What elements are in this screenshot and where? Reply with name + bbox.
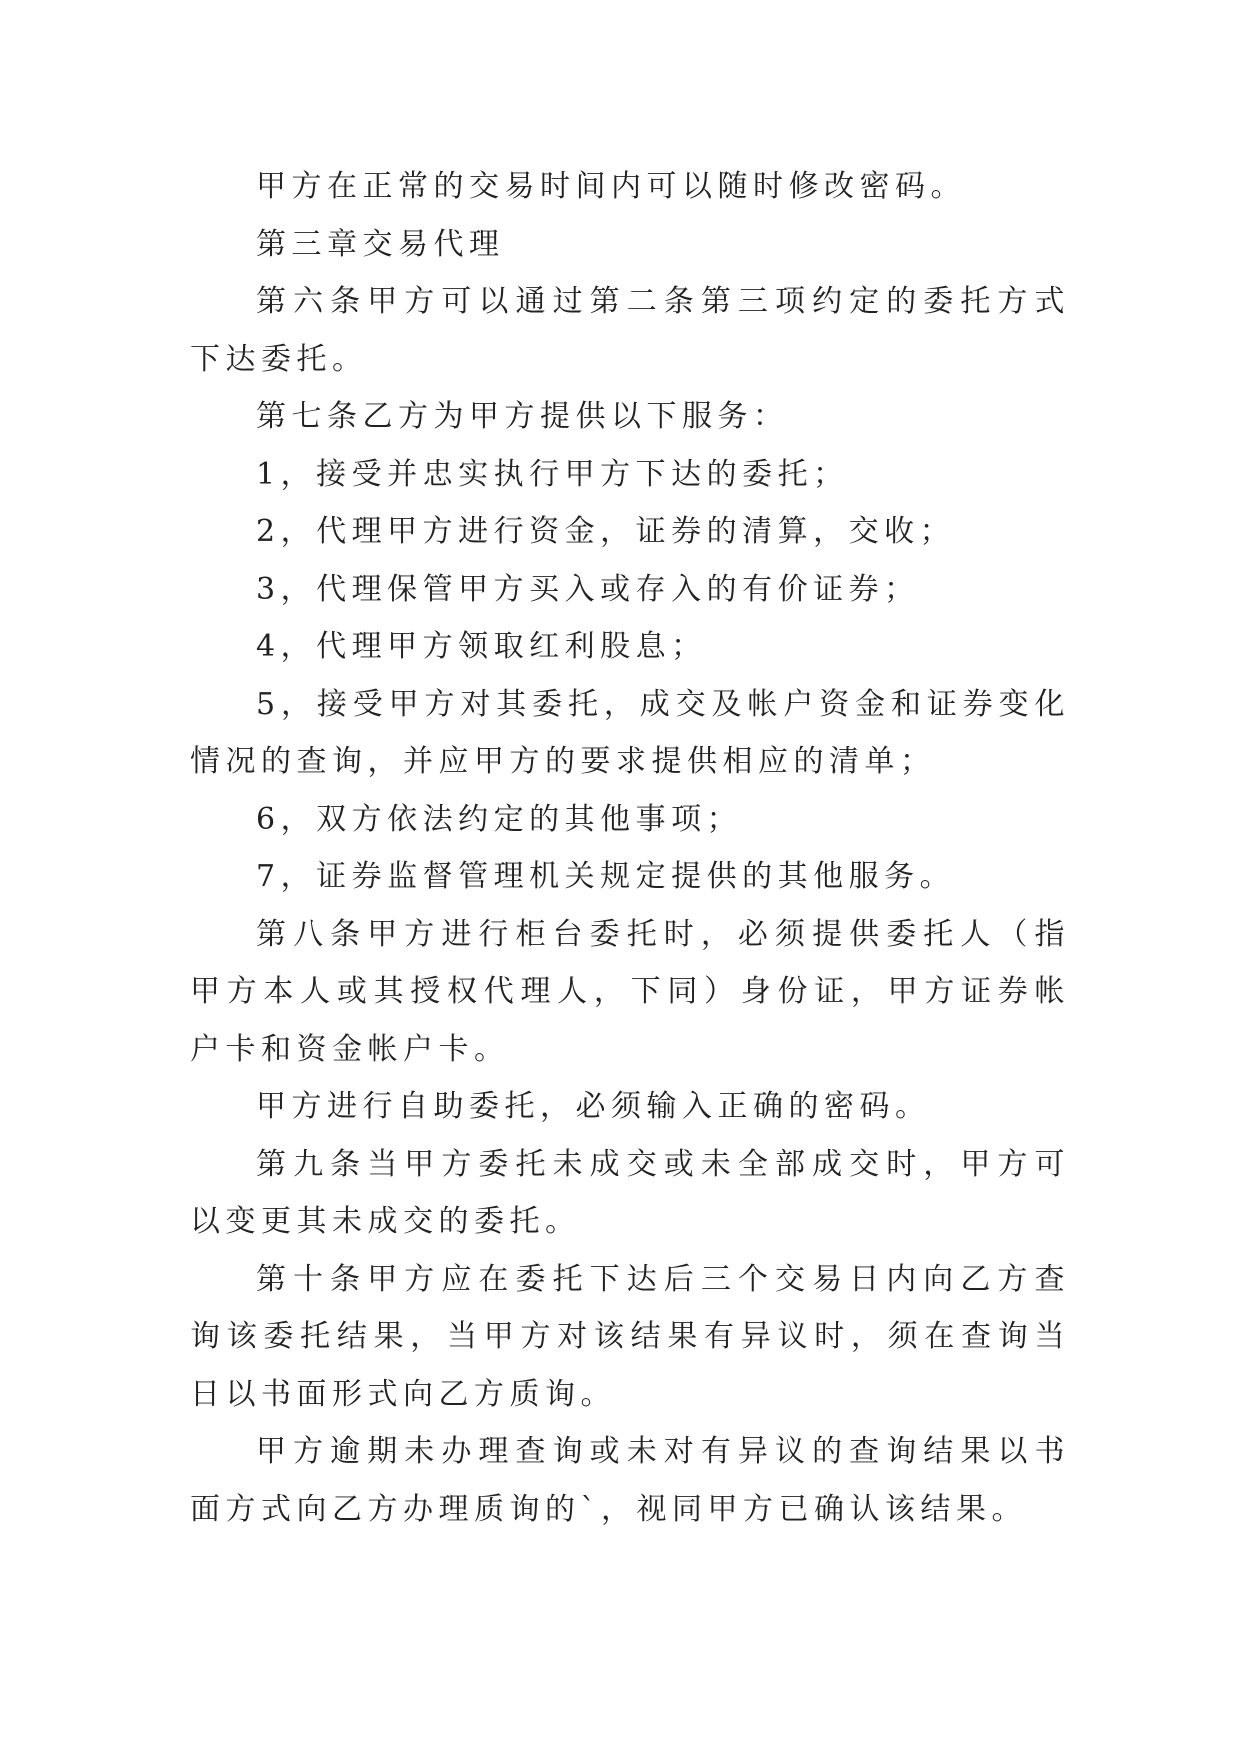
paragraph: 第八条甲方进行柜台委托时，必须提供委托人（指甲方本人或其授权代理人，下同）身份证，甲方证券帐户卡和资金帐户卡。 — [190, 916, 1070, 1067]
paragraph: 第六条甲方可以通过第二条第三项约定的委托方式下达委托。 — [190, 284, 1070, 377]
paragraph: 甲方逾期未办理查询或未对有异议的查询结果以书面方式向乙方办理质询的`，视同甲方已确认该结果。 — [190, 1434, 1070, 1527]
paragraph: 第十条甲方应在委托下达后三个交易日内向乙方查询该委托结果，当甲方对该结果有异议时，须在查询当日以书面形式向乙方质询。 — [190, 1261, 1070, 1412]
list-item: 1，接受并忠实执行甲方下达的委托； — [256, 456, 849, 492]
paragraph: 第九条当甲方委托未成交或未全部成交时，甲方可以变更其未成交的委托。 — [190, 1146, 1070, 1239]
list-item: 5，接受甲方对其委托，成交及帐户资金和证券变化情况的查询，并应甲方的要求提供相应的清单； — [190, 686, 1070, 779]
paragraph: 甲方进行自助委托，必须输入正确的密码。 — [256, 1089, 931, 1124]
chapter-heading: 第三章交易代理 — [256, 226, 505, 262]
document-body — [190, 158, 1070, 1538]
list-item: 2，代理甲方进行资金，证券的清算，交收； — [256, 514, 956, 549]
paragraph: 甲方在正常的交易时间内可以随时修改密码。 — [256, 169, 966, 204]
list-item: 6，双方依法约定的其他事项； — [256, 801, 743, 837]
list-item: 7，证券监督管理机关规定提供的其他服务。 — [256, 859, 956, 894]
list-item: 4，代理甲方领取红利股息； — [256, 629, 707, 664]
list-item: 3，代理保管甲方买入或存入的有价证券； — [256, 571, 920, 607]
paragraph: 第七条乙方为甲方提供以下服务： — [256, 399, 789, 434]
